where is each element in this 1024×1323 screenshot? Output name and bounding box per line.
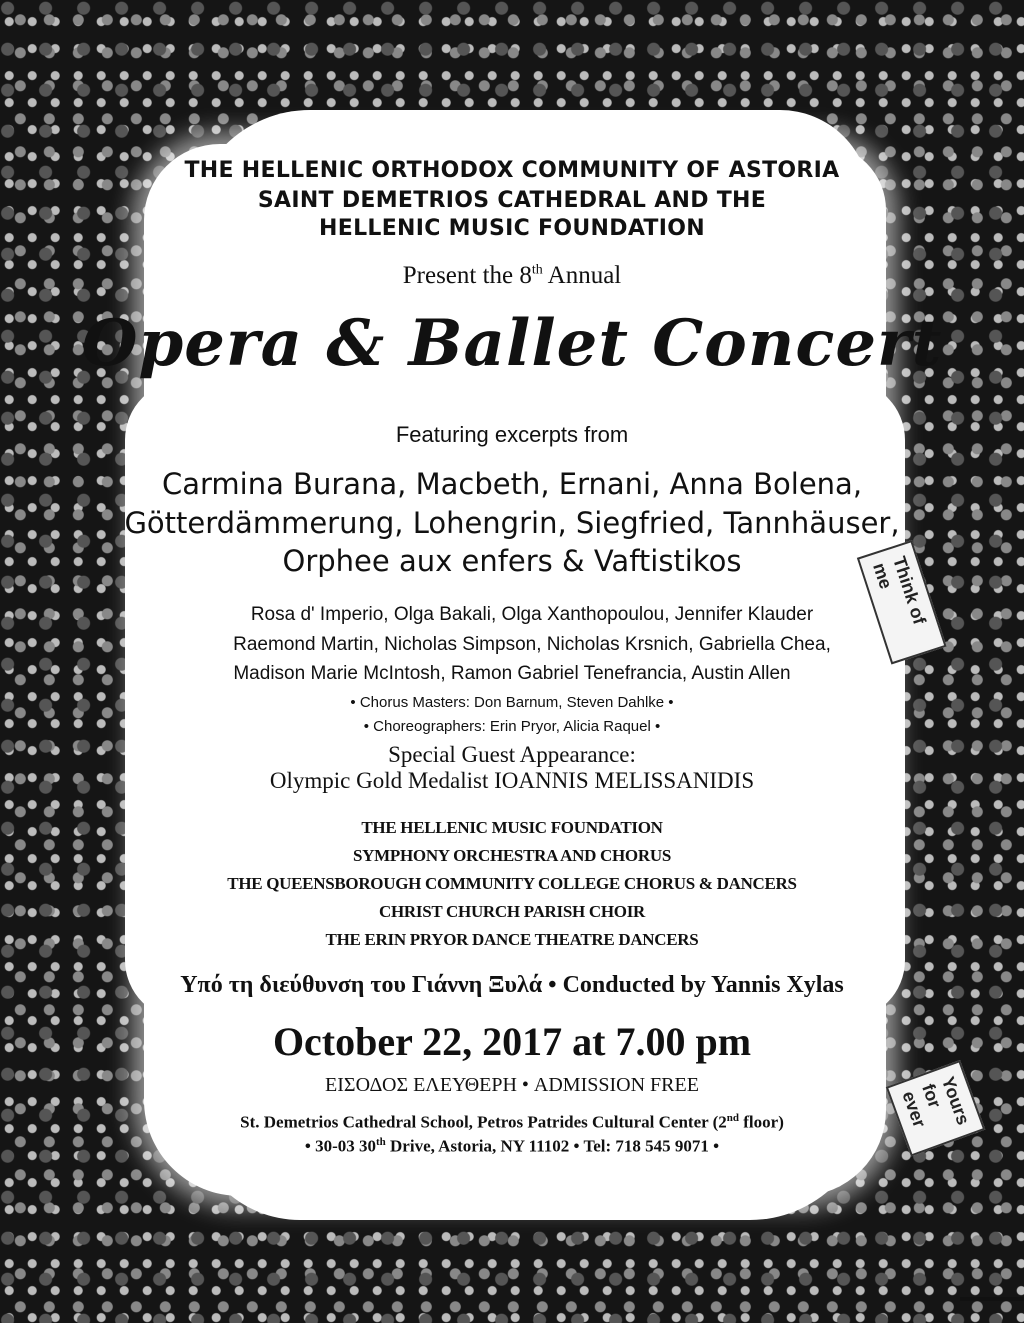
- performers-line-1: Rosa d' Imperio, Olga Bakali, Olga Xanthopoulou, Jennifer Klauder: [250, 604, 814, 625]
- ensemble-5: THE ERIN PRYOR DANCE THEATRE DANCERS: [325, 930, 699, 949]
- chorus-masters: • Chorus Masters: Don Barnum, Steven Dahlke •: [350, 694, 674, 711]
- ensemble-1: THE HELLENIC MUSIC FOUNDATION: [361, 818, 663, 837]
- works-line-2: Götterdämmerung, Lohengrin, Siegfried, Tannhäuser,: [124, 506, 900, 540]
- address-text-after: Drive, Astoria, NY 11102 • Tel: 718 545 9071 •: [385, 1136, 720, 1156]
- ensemble-4: CHRIST CHURCH PARISH CHOIR: [379, 902, 645, 921]
- address-line-1: [0, 1112, 1024, 1133]
- works-line-1: Carmina Burana, Macbeth, Ernani, Anna Bolena,: [161, 467, 863, 501]
- think-of-me-tag: Think of me: [857, 540, 947, 664]
- admission-line: ΕΙΣΟΔΟΣ ΕΛΕΥΘΕΡΗ • ADMISSION FREE: [325, 1074, 699, 1096]
- address-superscript: th: [376, 1136, 386, 1148]
- address-line-2: [0, 1136, 1024, 1157]
- header-line-3: HELLENIC MUSIC FOUNDATION: [319, 216, 705, 241]
- corner-rule: [960, 1297, 1024, 1301]
- present-line: [0, 262, 1024, 290]
- present-text-after: Annual: [542, 262, 622, 289]
- address-superscript: nd: [726, 1112, 740, 1124]
- address-text: St. Demetrios Cathedral School, Petros Patrides Cultural Center (2: [240, 1112, 727, 1132]
- address-text-after: floor): [739, 1112, 784, 1132]
- event-date: October 22, 2017 at 7.00 pm: [272, 1019, 752, 1064]
- choreographers: • Choreographers: Erin Pryor, Alicia Raquel •: [363, 718, 661, 735]
- address-text: • 30-03 30: [304, 1136, 376, 1156]
- ensemble-2: SYMPHONY ORCHESTRA AND CHORUS: [353, 846, 671, 865]
- header-line-1: THE HELLENIC ORTHODOX COMMUNITY OF ASTORIA: [184, 158, 840, 183]
- header-line-2: SAINT DEMETRIOS CATHEDRAL AND THE: [257, 188, 767, 213]
- featuring-line: Featuring excerpts from: [395, 422, 629, 447]
- performers-line-2: Raemond Martin, Nicholas Simpson, Nicholas Krsnich, Gabriella Chea,: [233, 634, 831, 655]
- ensemble-3: THE QUEENSBOROUGH COMMUNITY COLLEGE CHORUS & DANCERS: [227, 874, 797, 893]
- guest-heading: Special Guest Appearance:: [388, 742, 636, 767]
- concert-title: Opera & Ballet Concert: [81, 306, 943, 381]
- guest-name: Olympic Gold Medalist IOANNIS MELISSANIDIS: [269, 768, 755, 793]
- present-text: Present the 8: [402, 262, 532, 289]
- works-line-3: Orphee aux enfers & Vaftistikos: [282, 544, 742, 578]
- yours-for-ever-tag: Yours for ever: [886, 1060, 985, 1156]
- performers-line-3: Madison Marie McIntosh, Ramon Gabriel Tenefrancia, Austin Allen: [233, 663, 791, 684]
- conductor-line: Υπό τη διεύθυνση του Γιάννη Ξυλά • Conducted by Yannis Xylas: [180, 972, 844, 998]
- present-superscript: th: [531, 262, 543, 278]
